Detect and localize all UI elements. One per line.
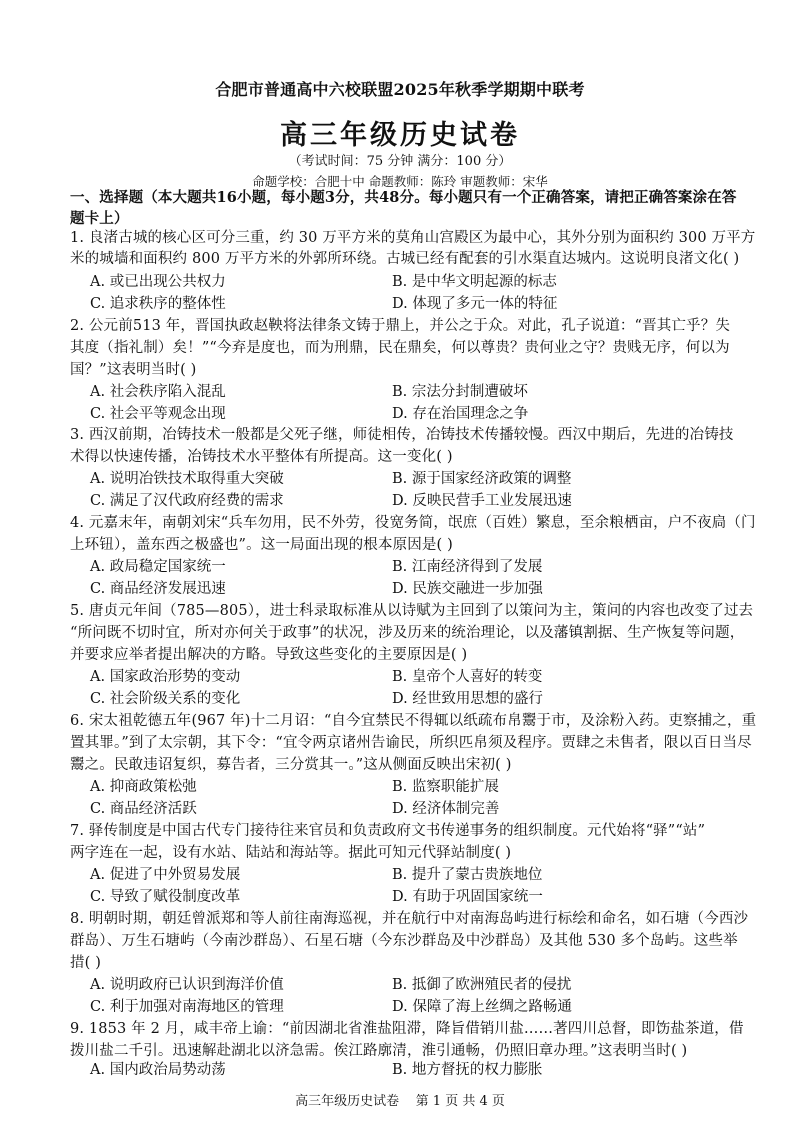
question-2-line-1: 2. 公元前513 年，晋国执政赵鞅将法律条文铸于鼎上，并公之于众。对此，孔子说道：“晋其亡乎？失 [70, 318, 730, 334]
question-6-option-d: D. 经济体制完善 [392, 801, 500, 817]
question-9-option-b: B. 地方督抚的权力膨胀 [392, 1062, 543, 1078]
exam-subtitle: 高三年级历史试卷 [280, 120, 520, 151]
question-2-option-d: D. 存在治国理念之争 [392, 406, 529, 422]
question-8-line-1: 8. 明朝时期，朝廷曾派郑和等人前往南海巡视，并在航行中对南海岛屿进行标绘和命名，如石塘（今西沙 [70, 911, 749, 927]
question-3-option-c: C. 满足了汉代政府经费的需求 [90, 493, 284, 509]
question-6-option-a: A. 抑商政策松弛 [90, 779, 197, 795]
question-8-option-d: D. 保障了海上丝绸之路畅通 [392, 999, 572, 1015]
question-5-option-a: A. 国家政治形势的变动 [90, 669, 241, 685]
question-5-option-b: B. 皇帝个人喜好的转变 [392, 669, 543, 685]
question-8-option-a: A. 说明政府已认识到海洋价值 [90, 977, 284, 993]
question-6-option-b: B. 监察职能扩展 [392, 779, 499, 795]
question-8-option-b: B. 抵御了欧洲殖民者的侵扰 [392, 977, 572, 993]
question-5-line-1: 5. 唐贞元年间（785—805），进士科录取标准从以诗赋为主回到了以策问为主，策问的内容也改变了过去 [70, 603, 754, 619]
question-1-option-b: B. 是中华文明起源的标志 [392, 274, 557, 290]
section-instruction-line1: 一、选择题（本大题共16小题，每小题3分，共48分。每小题只有一个正确答案，请把正确答案涂在答 [70, 189, 737, 206]
question-8-line-2: 群岛）、万生石塘屿（今南沙群岛）、石星石塘（今东沙群岛及中沙群岛）及其他 530 多个岛屿。这些举 [70, 933, 738, 949]
question-3-line-2: 术得以快速传播，冶铸技术水平整体有所提高。这一变化( ) [70, 449, 453, 465]
question-1-option-c: C. 追求秩序的整体性 [90, 296, 226, 312]
question-6-line-1: 6. 宋太祖乾德五年(967 年)十二月诏：“自今宜禁民不得辄以纸疏布帛鬻于市，及涂粉入药。吏察捕之，重 [70, 713, 757, 729]
question-9-line-2: 拨川盐二千引。迅速解赴湖北以济急需。俟江路廓清，淮引通畅，仍照旧章办理。”这表明当时( ) [70, 1043, 688, 1059]
page-footer: 高三年级历史试卷 第 1 页 共 4 页 [295, 1094, 505, 1109]
question-3-option-a: A. 说明冶铁技术取得重大突破 [90, 471, 284, 487]
question-5-line-3: 并要求应举者提出解决的方略。导致这些变化的主要原因是( ) [70, 647, 468, 663]
question-8-option-c: C. 利于加强对南海地区的管理 [90, 999, 284, 1015]
question-2-line-3: 国？”这表明当时( ) [70, 362, 197, 378]
question-7-option-a: A. 促进了中外贸易发展 [90, 867, 241, 883]
question-5-line-2: “所问既不切时宜，所对亦何关于政事”的状况，涉及历来的统治理论，以及藩镇割据、生产恢复等问题， [70, 625, 745, 641]
question-9-line-1: 9. 1853 年 2 月，咸丰帝上谕：“前因湖北省淮盐阻滞，降旨借销川盐……著四川总督，即饬盐茶道，借 [70, 1021, 744, 1037]
question-6-line-2: 置其罪。”到了太宗朝，其下令：“宜令两京诸州告谕民，所织匹帛须及程序。贾肆之未售者，限以百日当尽 [70, 735, 752, 751]
question-4-option-a: A. 政局稳定国家统一 [90, 559, 226, 575]
question-3-line-1: 3. 西汉前期，冶铸技术一般都是父死子继，师徒相传，冶铸技术传播较慢。西汉中期后，先进的冶铸技 [70, 427, 734, 443]
question-1-line-1: 1. 良渚古城的核心区可分三重，约 30 万平方米的莫角山宫殿区为最中心，其外分别为面积约 300 万平方 [70, 230, 756, 246]
question-3-option-d: D. 反映民营手工业发展迅速 [392, 493, 572, 509]
question-3-option-b: B. 源于国家经济政策的调整 [392, 471, 572, 487]
question-7-option-c: C. 导致了赋役制度改革 [90, 889, 241, 905]
question-4-line-1: 4. 元嘉末年，南朝刘宋“兵车勿用，民不外劳，役宽务简，氓庶（百姓）繁息，至余粮栖亩，户不夜扃（门 [70, 515, 756, 531]
question-1-line-2: 米的城墙和面积约 800 万平方米的外郭所环绕。古城已经有配套的引水渠直达城内。这说明良渚文化( ) [70, 251, 740, 267]
section-instruction-line2: 题卡上） [70, 210, 129, 227]
question-6-option-c: C. 商品经济活跃 [90, 801, 197, 817]
question-4-option-b: B. 江南经济得到了发展 [392, 559, 543, 575]
question-8-line-3: 措( ) [70, 955, 102, 971]
question-2-option-c: C. 社会平等观念出现 [90, 406, 226, 422]
question-9-option-a: A. 国内政治局势动荡 [90, 1062, 226, 1078]
question-2-option-a: A. 社会秩序陷入混乱 [90, 384, 226, 400]
exam-header-title: 合肥市普通高中六校联盟2025年秋季学期期中联考 [215, 80, 585, 99]
question-4-line-2: 上环钮），盖东西之极盛也”。这一局面出现的根本原因是( ) [70, 537, 453, 553]
question-7-line-1: 7. 驿传制度是中国古代专门接待往来官员和负责政府文书传递事务的组织制度。元代始将“驿”“站” [70, 823, 706, 839]
question-2-option-b: B. 宗法分封制遭破坏 [392, 384, 528, 400]
question-2-line-2: 其度（指礼制）矣！”“今弃是度也，而为刑鼎，民在鼎矣，何以尊贵？贵何业之守？贵贱无序，何以为 [70, 340, 730, 356]
question-1-option-a: A. 或已出现公共权力 [90, 274, 226, 290]
question-7-option-b: B. 提升了蒙古贵族地位 [392, 867, 543, 883]
question-5-option-d: D. 经世致用思想的盛行 [392, 691, 543, 707]
question-1-option-d: D. 体现了多元一体的特征 [392, 296, 558, 312]
exam-authors: 命题学校：合肥十中 命题教师：陈玲 审题教师：宋华 [252, 174, 548, 189]
exam-info: （考试时间：75 分钟 满分：100 分） [288, 154, 512, 169]
question-7-line-2: 两字连在一起，设有水站、陆站和海站等。据此可知元代驿站制度( ) [70, 845, 512, 861]
question-4-option-d: D. 民族交融进一步加强 [392, 581, 543, 597]
question-6-line-3: 鬻之。民敢违诏复织，募告者，三分赏其一。”这从侧面反映出宋初( ) [70, 757, 512, 773]
question-5-option-c: C. 社会阶级关系的变化 [90, 691, 241, 707]
question-7-option-d: D. 有助于巩固国家统一 [392, 889, 543, 905]
question-4-option-c: C. 商品经济发展迅速 [90, 581, 226, 597]
